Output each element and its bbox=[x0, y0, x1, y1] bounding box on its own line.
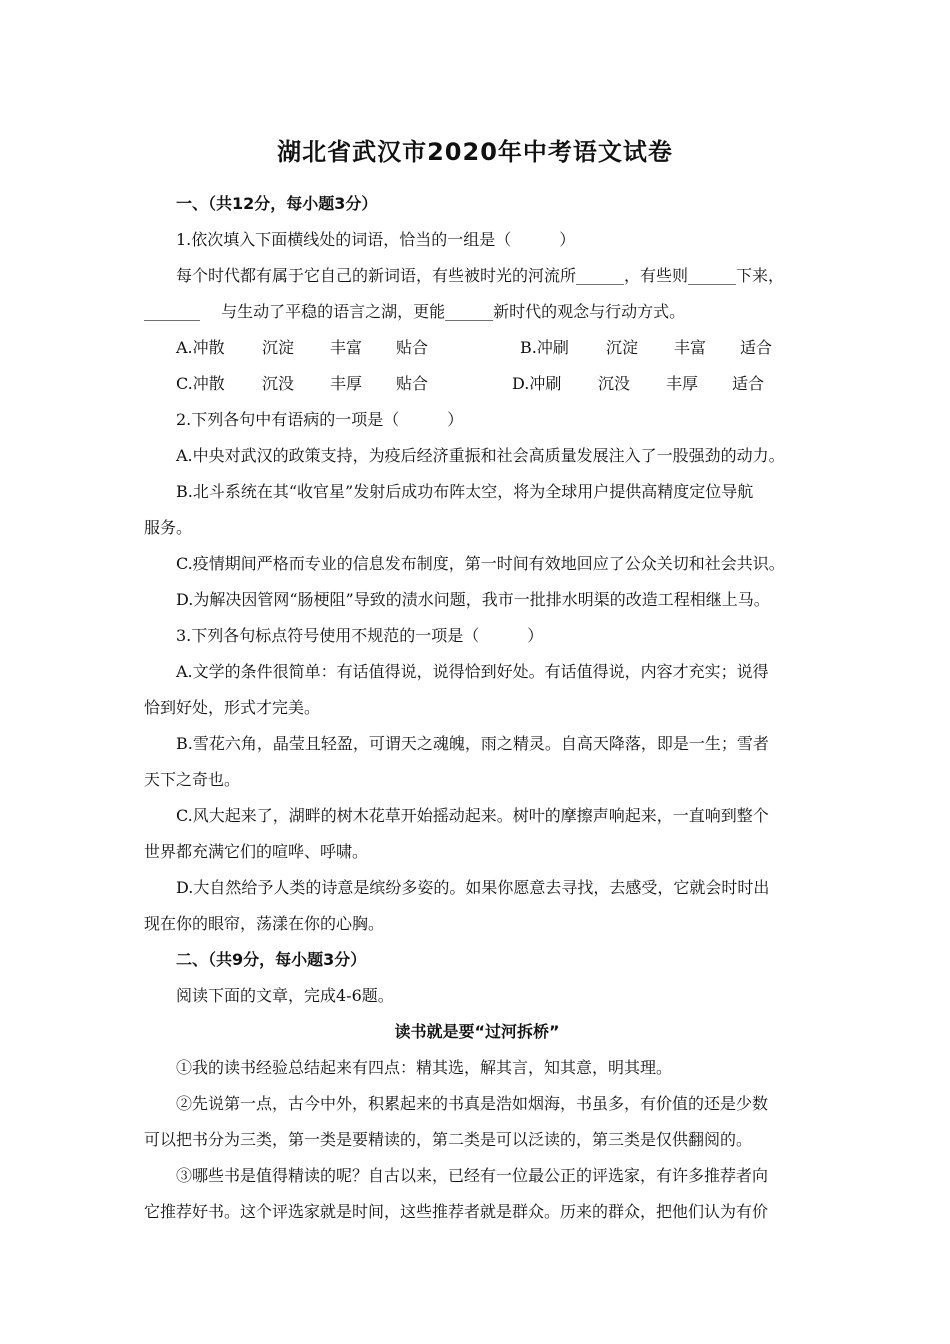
question-3-option-a-cont: 恰到好处，形式才完美。 bbox=[144, 698, 321, 717]
section-1-heading: 一、（共12分，每小题3分） bbox=[176, 194, 378, 213]
exam-content bbox=[144, 186, 810, 1230]
question-1-options-row bbox=[144, 330, 810, 366]
question-2-option-d: D.为解决因管网“肠梗阻”导致的渍水问题，我市一批排水明渠的改造工程相继上马。 bbox=[176, 590, 770, 609]
option-b-word: 丰富 bbox=[674, 338, 707, 357]
question-1-options-row bbox=[144, 366, 810, 402]
option-c-word: 贴合 bbox=[396, 374, 429, 393]
article-title: 读书就是要“过河拆桥” bbox=[394, 1022, 560, 1041]
question-3-option-b: B.雪花六角，晶莹且轻盈，可谓天之魂魄，雨之精灵。自高天降落，即是一生；雪者 bbox=[176, 734, 769, 753]
article-paragraph: ①我的读书经验总结起来有四点：精其选，解其言，知其意，明其理。 bbox=[176, 1058, 673, 1077]
option-d-word: 丰厚 bbox=[666, 374, 699, 393]
option-a-word: 丰富 bbox=[330, 338, 363, 357]
option-d-word: D.冲刷 bbox=[512, 374, 562, 393]
question-3-option-c-cont: 世界都充满它们的喧哗、呼啸。 bbox=[144, 842, 369, 861]
option-a-word: A.冲散 bbox=[176, 338, 225, 357]
article-paragraph: ③哪些书是值得精读的呢？自古以来，已经有一位最公正的评选家，有许多推荐者向 bbox=[176, 1166, 769, 1185]
option-b-word: 沉淀 bbox=[606, 338, 639, 357]
option-b-word: 适合 bbox=[740, 338, 773, 357]
section-2-intro: 阅读下面的文章，完成4-6题。 bbox=[176, 986, 394, 1005]
question-3-option-a: A.文学的条件很简单：有话值得说，说得恰到好处。有话值得说，内容才充实；说得 bbox=[176, 662, 769, 681]
question-2-option-b: B.北斗系统在其“收官星”发射后成功布阵太空，将为全球用户提供高精度定位导航 bbox=[176, 482, 754, 501]
question-2-option-a: A.中央对武汉的政策支持，为疫后经济重振和社会高质量发展注入了一股强劲的动力。 bbox=[176, 446, 785, 465]
option-a-word: 贴合 bbox=[396, 338, 429, 357]
article-paragraph: ②先说第一点，古今中外，积累起来的书真是浩如烟海，书虽多，有价值的还是少数 bbox=[176, 1094, 769, 1113]
article-paragraph-cont: 可以把书分为三类，第一类是要精读的，第二类是可以泛读的，第三类是仅供翻阅的。 bbox=[144, 1130, 753, 1149]
question-2-option-c: C.疫情期间严格而专业的信息发布制度，第一时间有效地回应了公众关切和社会共识。 bbox=[176, 554, 785, 573]
question-3-option-d: D.大自然给予人类的诗意是缤纷多姿的。如果你愿意去寻找，去感受，它就会时时出 bbox=[176, 878, 770, 897]
question-1-stem: 1.依次填入下面横线处的词语，恰当的一组是（ ） bbox=[176, 230, 576, 249]
option-b-word: B.冲刷 bbox=[520, 338, 569, 357]
option-a-word: 沉淀 bbox=[262, 338, 295, 357]
page-title: 湖北省武汉市2020年中考语文试卷 bbox=[277, 138, 673, 166]
option-c-word: C.冲散 bbox=[176, 374, 225, 393]
question-1-passage-line: _______ 与生动了平稳的语言之湖，更能______新时代的观念与行动方式。 bbox=[144, 302, 686, 321]
option-c-word: 丰厚 bbox=[330, 374, 363, 393]
question-2-option-b-cont: 服务。 bbox=[144, 518, 193, 537]
option-d-word: 适合 bbox=[732, 374, 765, 393]
question-3-option-c: C.风大起来了，湖畔的树木花草开始摇动起来。树叶的摩擦声响起来，一直响到整个 bbox=[176, 806, 769, 825]
question-2-stem: 2.下列各句中有语病的一项是（ ） bbox=[176, 410, 464, 429]
question-3-option-b-cont: 天下之奇也。 bbox=[144, 770, 241, 789]
question-1-passage-line: 每个时代都有属于它自己的新词语，有些被时光的河流所______，有些则______下来， bbox=[176, 266, 785, 285]
question-3-stem: 3.下列各句标点符号使用不规范的一项是（ ） bbox=[176, 626, 544, 645]
option-d-word: 沉没 bbox=[598, 374, 631, 393]
option-c-word: 沉没 bbox=[262, 374, 295, 393]
section-2-heading: 二、（共9分，每小题3分） bbox=[176, 950, 367, 969]
article-paragraph-cont: 它推荐好书。这个评选家就是时间，这些推荐者就是群众。历来的群众，把他们认为有价 bbox=[144, 1202, 769, 1221]
question-3-option-d-cont: 现在你的眼帘，荡漾在你的心胸。 bbox=[144, 914, 385, 933]
